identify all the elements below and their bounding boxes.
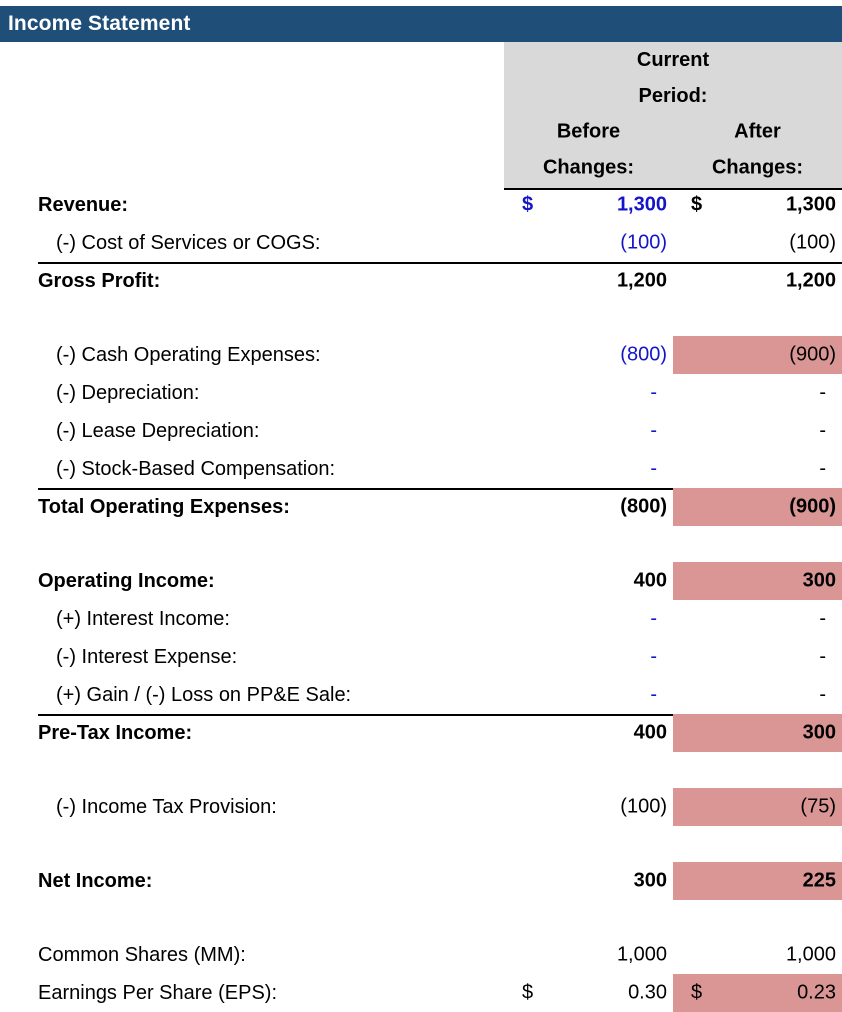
before-changes-cell-operating-income[interactable]	[504, 562, 673, 600]
after-changes-cell-pre-tax-income[interactable]	[673, 714, 842, 752]
table-row[interactable]	[0, 862, 842, 900]
table-row[interactable]	[0, 638, 842, 676]
value-before-interest-expense: -	[650, 645, 657, 668]
value-after-lease-depreciation: -	[819, 419, 826, 442]
income-statement-title-bar	[0, 6, 842, 42]
currency-symbol: $	[522, 193, 534, 216]
after-changes-cell-cogs[interactable]	[673, 224, 842, 262]
value-before-stock-based-comp: -	[650, 457, 657, 480]
page-title: Income Statement	[8, 12, 191, 35]
header-row-col-line1	[0, 114, 842, 150]
row-label-gross-profit: Gross Profit:	[38, 269, 161, 292]
row-label-cogs: (-) Cost of Services or COGS:	[56, 231, 321, 254]
after-changes-cell-interest-expense[interactable]	[673, 638, 842, 676]
value-before-cash-opex: (800)	[620, 343, 667, 366]
value-before-total-opex: (800)	[620, 495, 667, 518]
value-after-interest-expense: -	[819, 645, 826, 668]
before-changes-cell-common-shares[interactable]	[504, 936, 673, 974]
value-before-lease-depreciation: -	[650, 419, 657, 442]
before-changes-cell-pre-tax-income[interactable]	[504, 714, 673, 752]
header-before-changes-line2: Changes:	[542, 156, 635, 179]
value-after-total-opex: (900)	[789, 495, 836, 518]
value-after-net-income: 225	[802, 869, 836, 892]
row-label-operating-income: Operating Income:	[38, 569, 215, 592]
header-before-changes-line1: Before	[556, 120, 621, 143]
after-changes-cell-income-tax-provision[interactable]	[673, 788, 842, 826]
value-after-depreciation: -	[819, 381, 826, 404]
value-after-interest-income: -	[819, 607, 826, 630]
value-before-net-income: 300	[633, 869, 667, 892]
table-row[interactable]	[0, 974, 842, 1012]
table-row[interactable]	[0, 600, 842, 638]
currency-symbol: $	[691, 193, 703, 216]
header-after-changes-line2-cell	[673, 150, 842, 186]
header-row-col-line2	[0, 150, 842, 186]
header-after-changes-line1: After	[734, 120, 781, 143]
table-row[interactable]	[0, 562, 842, 600]
row-label-total-opex: Total Operating Expenses:	[38, 495, 290, 518]
value-before-operating-income: 400	[633, 569, 667, 592]
value-before-cogs: (100)	[620, 231, 667, 254]
row-label-gain-loss-ppe: (+) Gain / (-) Loss on PP&E Sale:	[56, 683, 352, 706]
header-before-changes-line1-cell	[504, 114, 673, 150]
currency-symbol: $	[522, 981, 534, 1004]
after-changes-cell-eps[interactable]	[673, 974, 842, 1012]
after-changes-cell-depreciation[interactable]	[673, 374, 842, 412]
table-row[interactable]	[0, 788, 842, 826]
before-changes-cell-cash-opex[interactable]	[504, 336, 673, 374]
currency-symbol: $	[691, 981, 703, 1004]
table-row[interactable]	[0, 936, 842, 974]
before-changes-cell-total-opex[interactable]	[504, 488, 673, 526]
after-changes-cell-revenue[interactable]	[673, 186, 842, 224]
before-changes-cell-lease-depreciation[interactable]	[504, 412, 673, 450]
row-label-pre-tax-income: Pre-Tax Income:	[38, 721, 193, 744]
after-changes-cell-cash-opex[interactable]	[673, 336, 842, 374]
row-label-stock-based-comp: (-) Stock-Based Compensation:	[56, 457, 336, 480]
value-after-income-tax-provision: (75)	[800, 795, 836, 818]
header-row-group-line2	[0, 78, 842, 114]
before-changes-cell-revenue[interactable]	[504, 186, 673, 224]
value-before-depreciation: -	[650, 381, 657, 404]
before-changes-cell-stock-based-comp[interactable]	[504, 450, 673, 488]
statement-rows	[0, 186, 842, 1012]
value-after-cogs: (100)	[789, 231, 836, 254]
header-after-changes-line2: Changes:	[711, 156, 804, 179]
before-changes-cell-cogs[interactable]	[504, 224, 673, 262]
value-after-stock-based-comp: -	[819, 457, 826, 480]
before-changes-cell-gross-profit[interactable]	[504, 262, 673, 300]
header-after-changes-line1-cell	[673, 114, 842, 150]
value-before-eps: 0.30	[628, 981, 667, 1004]
row-label-interest-expense: (-) Interest Expense:	[56, 645, 238, 668]
table-row[interactable]	[0, 186, 842, 224]
header-row-group-line1	[0, 42, 842, 78]
before-changes-cell-net-income[interactable]	[504, 862, 673, 900]
value-before-pre-tax-income: 400	[633, 721, 667, 744]
spacer-row	[0, 526, 842, 562]
header-group-label-line1: Current	[636, 48, 710, 71]
value-before-gain-loss-ppe: -	[650, 683, 657, 706]
value-before-common-shares: 1,000	[616, 943, 667, 966]
value-after-gross-profit: 1,200	[785, 269, 836, 292]
row-label-income-tax-provision: (-) Income Tax Provision:	[56, 795, 277, 818]
after-changes-cell-total-opex[interactable]	[673, 488, 842, 526]
value-before-income-tax-provision: (100)	[620, 795, 667, 818]
after-changes-cell-gross-profit[interactable]	[673, 262, 842, 300]
row-label-lease-depreciation: (-) Lease Depreciation:	[56, 419, 260, 442]
value-after-revenue: 1,300	[785, 193, 836, 216]
row-label-revenue: Revenue:	[38, 193, 129, 216]
after-changes-cell-interest-income[interactable]	[673, 600, 842, 638]
after-changes-cell-stock-based-comp[interactable]	[673, 450, 842, 488]
table-row[interactable]	[0, 336, 842, 374]
table-row[interactable]	[0, 714, 842, 752]
row-label-net-income: Net Income:	[38, 869, 153, 892]
value-before-gross-profit: 1,200	[616, 269, 667, 292]
table-row[interactable]	[0, 412, 842, 450]
table-row[interactable]	[0, 676, 842, 714]
after-changes-cell-operating-income[interactable]	[673, 562, 842, 600]
value-before-revenue: 1,300	[616, 193, 667, 216]
before-changes-cell-gain-loss-ppe[interactable]	[504, 676, 673, 714]
value-after-gain-loss-ppe: -	[819, 683, 826, 706]
row-label-eps: Earnings Per Share (EPS):	[38, 981, 277, 1004]
after-changes-cell-net-income[interactable]	[673, 862, 842, 900]
before-changes-cell-eps[interactable]	[504, 974, 673, 1012]
value-after-pre-tax-income: 300	[802, 721, 836, 744]
before-changes-cell-depreciation[interactable]	[504, 374, 673, 412]
spacer-row	[0, 752, 842, 788]
row-label-depreciation: (-) Depreciation:	[56, 381, 200, 404]
spacer-row	[0, 300, 842, 336]
table-row[interactable]	[0, 224, 842, 262]
value-after-common-shares: 1,000	[785, 943, 836, 966]
table-row[interactable]	[0, 488, 842, 526]
table-row[interactable]	[0, 262, 842, 300]
spacer-row	[0, 900, 842, 936]
value-after-operating-income: 300	[802, 569, 836, 592]
income-statement-sheet	[0, 42, 842, 1012]
before-changes-cell-income-tax-provision[interactable]	[504, 788, 673, 826]
header-group-label-line2: Period:	[638, 84, 708, 107]
row-label-interest-income: (+) Interest Income:	[56, 607, 230, 630]
row-label-common-shares: Common Shares (MM):	[38, 943, 246, 966]
before-changes-cell-interest-expense[interactable]	[504, 638, 673, 676]
table-row[interactable]	[0, 374, 842, 412]
spacer-row	[0, 826, 842, 862]
after-changes-cell-gain-loss-ppe[interactable]	[673, 676, 842, 714]
after-changes-cell-common-shares[interactable]	[673, 936, 842, 974]
value-after-cash-opex: (900)	[789, 343, 836, 366]
header-before-changes-line2-cell	[504, 150, 673, 186]
table-row[interactable]	[0, 450, 842, 488]
value-before-interest-income: -	[650, 607, 657, 630]
before-changes-cell-interest-income[interactable]	[504, 600, 673, 638]
value-after-eps: 0.23	[797, 981, 836, 1004]
after-changes-cell-lease-depreciation[interactable]	[673, 412, 842, 450]
row-label-cash-opex: (-) Cash Operating Expenses:	[56, 343, 321, 366]
